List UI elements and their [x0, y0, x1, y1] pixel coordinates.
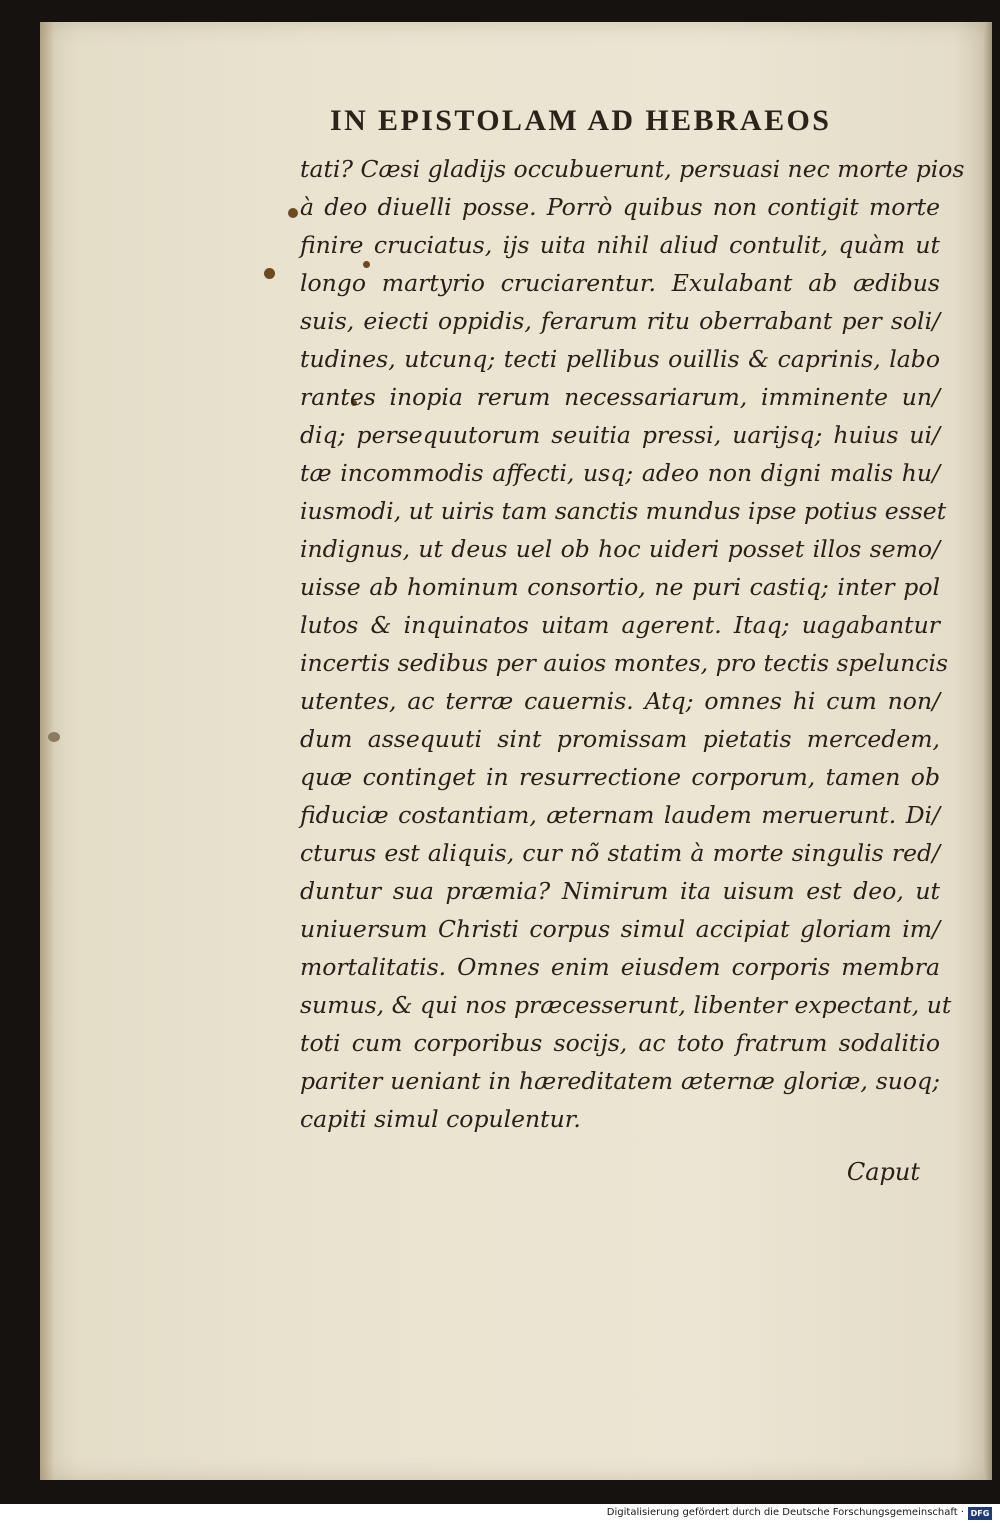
dfg-logo[interactable]: DFG: [968, 1507, 992, 1520]
ink-stain-spot: [48, 732, 60, 742]
text-line: finire cruciatus, ijs uita nihil aliud contulit, quàm ut: [300, 231, 940, 259]
text-line: sumus, & qui nos præcesserunt, libenter expectant, ut: [300, 991, 952, 1019]
text-line: uniuersum Christi corpus simul accipiat gloriam im/: [300, 915, 940, 943]
running-head: IN EPISTOLAM AD HEBRAEOS: [330, 104, 832, 137]
text-block: [300, 150, 965, 1138]
funding-credit: Digitalisierung gefördert durch die Deutsche Forschungsgemeinschaft ·: [606, 1507, 964, 1518]
text-line: capiti simul copulentur.: [300, 1105, 581, 1133]
text-line: tæ incommodis affecti, usq; adeo non digni malis hu/: [300, 459, 940, 487]
text-line: rantes inopia rerum necessariarum, imminente un/: [300, 383, 940, 411]
text-line: longo martyrio cruciarentur. Exulabant ab ædibus: [300, 269, 940, 297]
ink-stain-spot: [288, 208, 298, 218]
footer-bar: [0, 1504, 1000, 1524]
text-line: tudines, utcunq; tecti pellibus ouillis & caprinis, labo: [300, 345, 940, 373]
text-line: pariter ueniant in hæreditatem æternæ gloriæ, suoq;: [300, 1067, 940, 1095]
text-line: indignus, ut deus uel ob hoc uideri posset illos semo/: [300, 535, 940, 563]
text-line: quæ continget in resurrectione corporum, tamen ob: [300, 763, 940, 791]
text-line: incertis sedibus per auios montes, pro tectis speluncis: [300, 649, 949, 677]
ink-stain-spot: [264, 268, 275, 279]
text-line: cturus est aliquis, cur nõ statim à morte singulis red/: [300, 839, 940, 867]
text-line: fiduciæ costantiam, æternam laudem meruerunt. Di/: [300, 801, 940, 829]
text-line: à deo diuelli posse. Porrò quibus non contigit morte: [300, 193, 940, 221]
gutter-shadow: [40, 22, 54, 1480]
text-line: mortalitatis. Omnes enim eiusdem corporis membra: [300, 953, 940, 981]
text-line: utentes, ac terræ cauernis. Atq; omnes hi cum non/: [300, 687, 940, 715]
text-line: iusmodi, ut uiris tam sanctis mundus ipse potius esset: [300, 497, 947, 525]
catchword: Caput: [846, 1158, 920, 1186]
text-line: toti cum corporibus socijs, ac toto fratrum sodalitio: [300, 1029, 940, 1057]
text-line: suis, eiecti oppidis, ferarum ritu oberrabant per soli/: [300, 307, 940, 335]
text-line: uisse ab hominum consortio, ne puri castiq; inter pol: [300, 573, 940, 601]
text-line: duntur sua præmia? Nimirum ita uisum est deo, ut: [300, 877, 940, 905]
text-line: diq; persequutorum seuitia pressi, uarijsq; huius ui/: [300, 421, 940, 449]
text-line: dum assequuti sint promissam pietatis mercedem,: [300, 725, 940, 753]
page-edge: [984, 22, 992, 1480]
text-line: tati? Cæsi gladijs occubuerunt, persuasi nec morte pios: [300, 155, 965, 183]
text-line: lutos & inquinatos uitam agerent. Itaq; uagabantur: [300, 611, 940, 639]
